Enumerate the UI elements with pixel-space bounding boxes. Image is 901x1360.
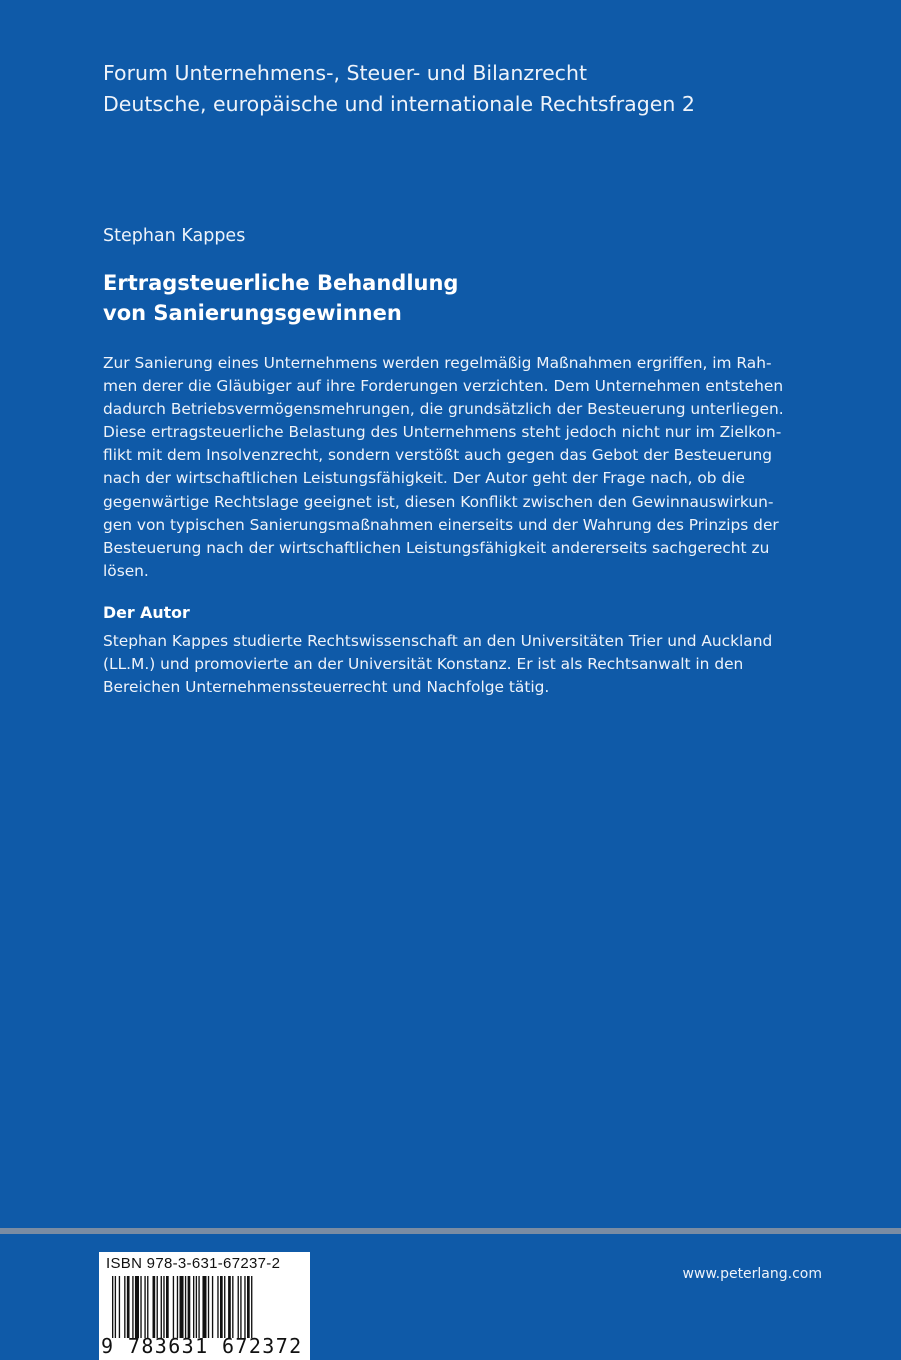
barcode-bar bbox=[244, 1276, 245, 1338]
barcode-bar bbox=[208, 1276, 209, 1338]
abstract-line: men derer die Gläubiger auf ihre Forderungen verzichten. Dem Unternehmen entstehen bbox=[103, 377, 784, 396]
isbn-label: ISBN 978-3-631-67237-2 bbox=[106, 1255, 281, 1272]
barcode-bar bbox=[212, 1276, 213, 1338]
barcode-bar bbox=[173, 1276, 174, 1338]
barcode-bar bbox=[198, 1276, 199, 1338]
barcode bbox=[99, 1252, 310, 1360]
abstract-line: gen von typischen Sanierungsmaßnahmen einerseits und der Wahrung des Prinzips der bbox=[103, 515, 779, 534]
about-line: Stephan Kappes studierte Rechtswissenschaft an den Universitäten Trier und Auckland bbox=[103, 632, 773, 650]
abstract-line: flikt mit dem Insolvenzrecht, sondern verstößt auch gegen das Gebot der Besteuerung bbox=[103, 446, 773, 465]
barcode-bar bbox=[132, 1276, 133, 1338]
abstract-line: Diese ertragsteuerliche Belastung des Unternehmens steht jedoch nicht nur im Zielkon- bbox=[103, 423, 782, 442]
about-author-text bbox=[103, 630, 773, 699]
book-title bbox=[103, 268, 458, 328]
barcode-bar bbox=[112, 1276, 113, 1338]
abstract-line: Besteuerung nach der wirtschaftlichen Leistungsfähigkeit andererseits sachgerecht zu bbox=[103, 538, 770, 557]
title-line-2: von Sanierungsgewinnen bbox=[103, 301, 402, 325]
barcode-bar bbox=[180, 1276, 184, 1338]
barcode-bar bbox=[144, 1276, 145, 1338]
barcode-bar bbox=[147, 1276, 148, 1338]
series-line-2: Deutsche, europäische und internationale Rechtsfragen 2 bbox=[103, 92, 695, 116]
abstract-line: dadurch Betriebsvermögensmehrungen, die grundsätzlich der Besteuerung unterliegen. bbox=[103, 400, 784, 419]
barcode-bar bbox=[232, 1276, 233, 1338]
barcode-bar bbox=[193, 1276, 194, 1338]
barcode-bar bbox=[240, 1276, 241, 1338]
about-author-heading: Der Autor bbox=[103, 603, 190, 622]
abstract-line: gegenwärtige Rechtslage geeignet ist, diesen Konflikt zwischen den Gewinnauswirkun- bbox=[103, 492, 774, 511]
barcode-bar bbox=[163, 1276, 164, 1338]
barcode-bar bbox=[140, 1276, 141, 1338]
barcode-bar bbox=[220, 1276, 223, 1338]
barcode-bar bbox=[228, 1276, 231, 1338]
abstract-line: nach der wirtschaftlichen Leistungsfähigkeit. Der Autor geht der Frage nach, ob die bbox=[103, 469, 745, 488]
publisher-website: www.peterlang.com bbox=[682, 1266, 822, 1282]
barcode-bars bbox=[112, 1276, 302, 1338]
title-line-1: Ertragsteuerliche Behandlung bbox=[103, 271, 459, 295]
barcode-bar bbox=[157, 1276, 158, 1338]
barcode-bar bbox=[115, 1276, 116, 1338]
barcode-bar bbox=[124, 1276, 125, 1338]
abstract-line: Zur Sanierung eines Unternehmens werden regelmäßig Maßnahmen ergriffen, im Rah- bbox=[103, 354, 772, 372]
abstract-line: lösen. bbox=[103, 561, 149, 580]
barcode-bar bbox=[127, 1276, 130, 1338]
barcode-bar bbox=[251, 1276, 252, 1338]
series-title bbox=[103, 58, 695, 120]
barcode-bar bbox=[217, 1276, 218, 1338]
barcode-bar bbox=[238, 1276, 239, 1338]
barcode-bar bbox=[161, 1276, 162, 1338]
abstract bbox=[103, 352, 784, 583]
series-line-1: Forum Unternehmens-, Steuer- und Bilanzrecht bbox=[103, 61, 587, 85]
barcode-bar bbox=[177, 1276, 178, 1338]
author-name: Stephan Kappes bbox=[103, 226, 246, 246]
barcode-bar bbox=[153, 1276, 156, 1338]
about-line: Bereichen Unternehmenssteuerrecht und Nachfolge tätig. bbox=[103, 678, 550, 697]
barcode-bar bbox=[188, 1276, 191, 1338]
barcode-bar bbox=[247, 1276, 250, 1338]
barcode-bar bbox=[185, 1276, 186, 1338]
divider-band bbox=[0, 1228, 901, 1234]
barcode-bar bbox=[119, 1276, 120, 1338]
barcode-bar bbox=[224, 1276, 225, 1338]
barcode-bar bbox=[202, 1276, 206, 1338]
barcode-bar bbox=[196, 1276, 197, 1338]
about-line: (LL.M.) und promovierte an der Universität Konstanz. Er ist als Rechtsanwalt in den bbox=[103, 655, 744, 674]
barcode-bar bbox=[135, 1276, 139, 1338]
barcode-digits: 9 783631 672372 bbox=[101, 1334, 303, 1358]
barcode-bar bbox=[166, 1276, 169, 1338]
